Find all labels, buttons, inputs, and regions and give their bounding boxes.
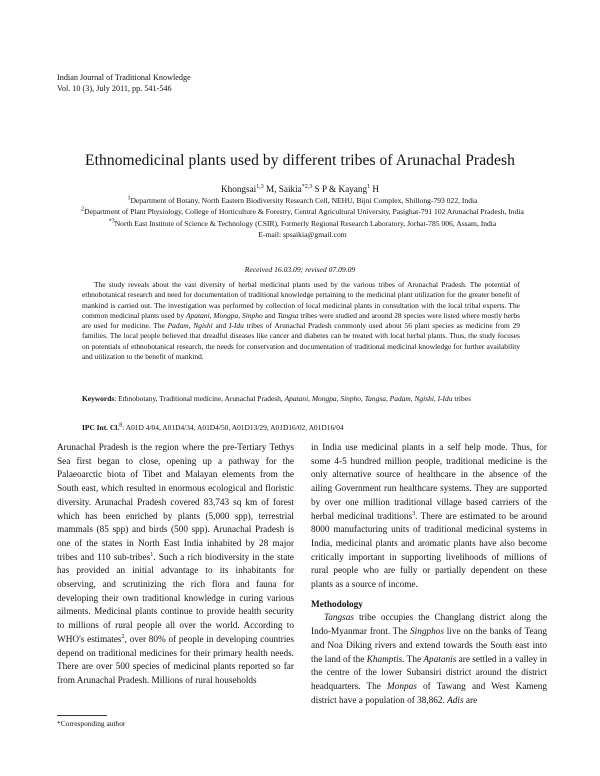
received-dates: Received 16.03.09; revised 07.09.09 xyxy=(244,265,356,274)
author-3-initial: H xyxy=(370,184,379,194)
journal-header xyxy=(57,72,191,94)
affiliations xyxy=(80,195,525,240)
footnote: *Corresponding author xyxy=(57,719,126,728)
affiliation-1: $^1$Department of Botany, North Eastern Biodiversity Research Cell, NEHU, Bijni Complex, Shillong-793 022, India xyxy=(127,195,478,205)
author-2-rest: S P & Kayang xyxy=(312,184,368,194)
affiliation-3: $^{*3}$North East Institute of Science & Technology (CSIR), Formerly Regional Research Laboratory, Jorhat-785 006, Assam, India xyxy=(108,218,497,228)
footnote-rule xyxy=(57,715,107,716)
intro-paragraph-continued: in India use medicinal plants in a self help mode. Thus, for some 4-5 hundred million people, traditional medicine is the only alternative source of healthcare in the absence of the ailing Government run healthcare systems. They are supported by over one million traditional village based carriers of the herbal medicinal traditions$^3$. There are estimated to be around 8000 manufacturing units of traditional medicinal systems in India, medicinal plants and aromatic plants have also become critically important in supporting livelihoods of millions of rural people who are fully or partially dependent on these plants as a source of income. xyxy=(311,443,547,591)
article-title: Ethnomedicinal plants used by different tribes of Arunachal Pradesh xyxy=(85,152,515,169)
intro-paragraph: Arunachal Pradesh is the region where the pre-Tertiary Tethys Sea first began to close, opening up a pathway for the Palaeoarctic biota of Tibet and Malayan elements from the South east, which resulted in enormous ecological and floristic diversity. Arunachal Pradesh covered 83,743 sq km of forest which has been enriched by plants (5,000 spp), terrestrial mammals (85 spp) and birds (500 spp). Arunachal Pradesh is one of the states in North East India inhabited by 28 major tribes and 110 sub-tribes$^1$. Such a rich biodiversity in the state has provided an initial advantage to its inhabitants for observing, and scrutinizing the rich flora and fauna for developing their own traditional knowledge in curing various ailments. Medicinal plants continue to provide health security to millions of rural people all over the world. According to WHO's estimates$^2$, over 80% of people in developing countries depend on traditional medicines for their primary health needs. There are over 500 species of medicinal plants reported so far from Arunachal Pradesh. Millions of rural households xyxy=(57,443,294,686)
author-2-sup: *2,3 xyxy=(301,183,313,190)
keywords: Keywords: Ethnobotany, Traditional medicine, Arunachal Pradesh, Apatani, Mongpa, Sinpho, Tangsa, Padam, Ngishi, I-Idu tribes xyxy=(82,394,471,403)
author-1: Khongsai xyxy=(221,184,257,194)
journal-name: Indian Journal of Traditional Knowledge xyxy=(57,73,191,82)
journal-volume: Vol. 10 (3), July 2011, pp. 541-546 xyxy=(57,84,172,93)
keywords-label: Keywords xyxy=(82,394,115,403)
author-1-initial: M, Saikia xyxy=(263,184,302,194)
abstract: The study reveals about the vast diversity of herbal medicinal plants used by the various tribes of Arunachal Pradesh. The potential of ethnobotanical research and need for documentation of traditional knowledge pertaining to the medicinal plant utilization for the greater benefit of mankind is carried out. The investigation was performed by collection of local medicinal plants in consultation with the local tribal experts. The common medicinal plants used by Apatani, Mongpa, Sinpho and Tangsa tribes were studied and around 28 species were listed where mostly herbs are used for medicine. The Padam, Ngishi and I-Idu tribes of Arunachal Pradesh commonly used about 56 plant species as medicine from 29 families. The local people believed that dreadful diseases like cancer and diabetes can be treated with local herbal plants. Thus, the study focuses on potentials of ethnobotanical research, the needs for conservation and documentation of traditional medicinal knowledge for further availability and utilization to the benefit of mankind. xyxy=(82,280,521,362)
section-heading-methodology: Methodology xyxy=(311,599,363,610)
ipc-label: IPC Int. Cl. xyxy=(82,423,120,432)
author-line xyxy=(0,184,600,194)
author-1-sup: 1,3 xyxy=(256,183,264,190)
affiliation-2: $^2$Department of Plant Physiology, College of Horticulture & Forestry, Central Agricultural University, Pasighat-791 102 Arunachal Pradesh, India xyxy=(81,206,524,217)
ipc-classification: IPC Int. Cl.$^8$: A01D 4/04, A01D4/34, A01D4/50, A01D13/29, A01D16/02, A01D16/04 xyxy=(82,422,344,432)
body-column-left xyxy=(57,442,294,689)
author-3-sup: 1 xyxy=(367,183,371,190)
methodology-paragraph: Tangsas tribe occupies the Changlang district along the Indo-Myanmar front. The Singphos live on the banks of Teang and Noa Diking rivers and extend towards the South east into the land of the Khamptis. The Apatanis are settled in a valley in the centre of the lower Subansiri district around the district headquarters. The Monpas of Tawang and West Kameng district have a population of 38,862. Adis are xyxy=(311,613,547,706)
email: E-mail: spsaikia@gmail.com xyxy=(258,229,347,239)
body-column-right xyxy=(311,442,547,708)
